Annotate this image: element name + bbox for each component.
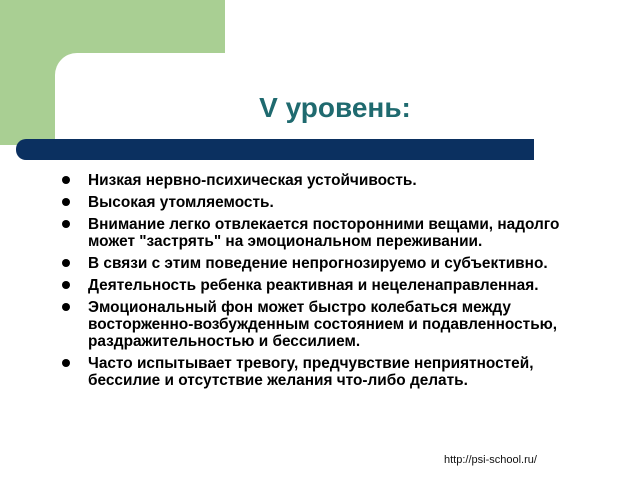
- bullet-dot-icon: [62, 259, 70, 267]
- title-underline-bar: [16, 139, 534, 160]
- bullet-dot-icon: [62, 176, 70, 184]
- bullet-item: [58, 355, 598, 389]
- bullet-list: [58, 172, 598, 394]
- bullet-dot-icon: [62, 220, 70, 228]
- bullet-text: Низкая нервно-психическая устойчивость.: [88, 172, 417, 189]
- bullet-item: [58, 255, 598, 272]
- bullet-dot-icon: [62, 198, 70, 206]
- bullet-item: [58, 277, 598, 294]
- bullet-item: [58, 216, 598, 250]
- bullet-item: [58, 299, 598, 350]
- bullet-text: Деятельность ребенка реактивная и нецеленаправленная.: [88, 277, 539, 294]
- bullet-text: Внимание легко отвлекается посторонними вещами, надолго может "застрять" на эмоциональном переживании.: [88, 216, 560, 250]
- bullet-text: Эмоциональный фон может быстро колебаться между восторженно-возбужденным состоянием и подавленностью, раздражительностью и бессилием.: [88, 299, 558, 350]
- bullet-item: [58, 172, 598, 189]
- bullet-dot-icon: [62, 359, 70, 367]
- bullet-text: Часто испытывает тревогу, предчувствие неприятностей, бессилие и отсутствие желания что-либо делать.: [88, 355, 534, 389]
- bullet-text: Высокая утомляемость.: [88, 194, 274, 211]
- slide-title: V уровень:: [259, 92, 411, 123]
- bullet-dot-icon: [62, 303, 70, 311]
- footer-url: http://psi-school.ru/: [444, 454, 537, 466]
- bullet-text: В связи с этим поведение непрогнозируемо и субъективно.: [88, 255, 548, 272]
- bullet-item: [58, 194, 598, 211]
- bullet-dot-icon: [62, 281, 70, 289]
